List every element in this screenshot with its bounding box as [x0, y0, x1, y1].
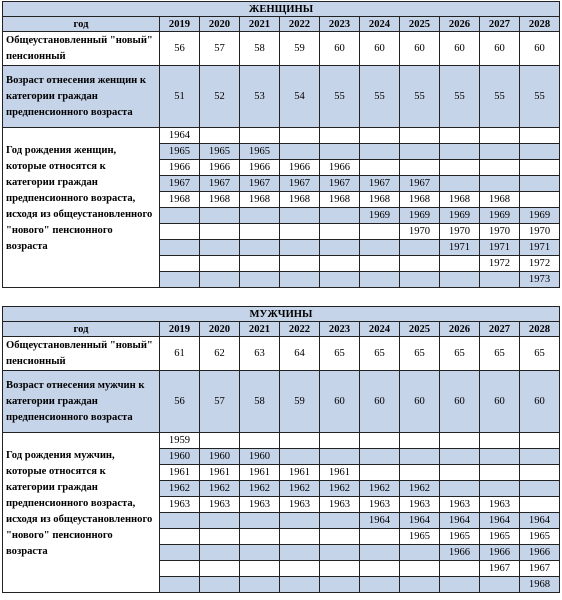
year-header-cell: 2026	[440, 17, 480, 32]
birth-year-cell: 1964	[480, 513, 520, 529]
birth-year-cell: 1968	[400, 192, 440, 208]
year-header-cell: 2022	[280, 322, 320, 337]
birth-year-cell: 1966	[320, 160, 360, 176]
birth-years-label: Год рождения женщин, которые относятся к категории граждан предпенсионного возраста, исходя из общеустановленного "нового" пенсионного возраста	[3, 128, 160, 288]
new-pension-age-value: 60	[400, 32, 440, 66]
birth-year-cell	[440, 481, 480, 497]
year-header-cell: 2020	[200, 17, 240, 32]
birth-year-cell	[360, 272, 400, 288]
birth-year-cell	[160, 256, 200, 272]
prepension-age-value: 60	[480, 371, 520, 433]
birth-year-cell: 1962	[200, 481, 240, 497]
birth-year-cell	[200, 208, 240, 224]
birth-year-cell	[400, 240, 440, 256]
birth-year-cell: 1972	[480, 256, 520, 272]
birth-year-cell: 1964	[160, 128, 200, 144]
year-header-cell: 2021	[240, 322, 280, 337]
prepension-age-value: 53	[240, 66, 280, 128]
birth-year-cell	[280, 433, 320, 449]
prepension-age-value: 55	[400, 66, 440, 128]
year-header-cell: 2025	[400, 17, 440, 32]
birth-year-cell: 1968	[480, 192, 520, 208]
year-header-label: год	[3, 322, 160, 337]
birth-year-cell: 1969	[400, 208, 440, 224]
prepension-age-value: 57	[200, 371, 240, 433]
birth-year-cell: 1971	[520, 240, 560, 256]
prepension-age-value: 55	[360, 66, 400, 128]
year-header-cell: 2019	[160, 17, 200, 32]
birth-year-cell	[320, 256, 360, 272]
birth-year-cell	[240, 513, 280, 529]
birth-year-cell	[160, 224, 200, 240]
birth-year-cell: 1962	[160, 481, 200, 497]
new-pension-age-value: 58	[240, 32, 280, 66]
birth-year-cell: 1964	[360, 513, 400, 529]
new-pension-age-row	[3, 32, 560, 66]
birth-year-cell	[440, 449, 480, 465]
year-header-cell: 2021	[240, 17, 280, 32]
birth-year-cell	[400, 144, 440, 160]
birth-year-cell: 1971	[440, 240, 480, 256]
birth-year-cell	[280, 561, 320, 577]
birth-year-cell: 1970	[440, 224, 480, 240]
birth-year-cell: 1964	[520, 513, 560, 529]
birth-year-cell	[360, 545, 400, 561]
women-section-title: ЖЕНЩИНЫ	[3, 2, 560, 17]
birth-year-cell	[240, 224, 280, 240]
prepension-age-value: 55	[320, 66, 360, 128]
birth-year-cell	[280, 144, 320, 160]
birth-year-cell	[200, 561, 240, 577]
birth-year-cell: 1973	[520, 272, 560, 288]
birth-year-cell	[280, 577, 320, 593]
birth-year-cell: 1963	[400, 497, 440, 513]
birth-year-cell	[480, 272, 520, 288]
prepension-age-value: 58	[240, 371, 280, 433]
year-header-cell: 2022	[280, 17, 320, 32]
birth-year-cell	[160, 577, 200, 593]
men-section-title: МУЖЧИНЫ	[3, 307, 560, 322]
birth-year-cell: 1965	[480, 529, 520, 545]
birth-year-cell	[240, 208, 280, 224]
birth-year-cell	[280, 256, 320, 272]
birth-year-cell	[360, 128, 400, 144]
birth-year-cell	[400, 128, 440, 144]
birth-year-cell	[360, 449, 400, 465]
birth-year-cell	[440, 272, 480, 288]
birth-year-cell	[280, 513, 320, 529]
birth-year-cell: 1972	[520, 256, 560, 272]
birth-year-cell	[360, 160, 400, 176]
birth-year-cell	[240, 545, 280, 561]
birth-year-cell	[240, 433, 280, 449]
new-pension-age-value: 60	[360, 32, 400, 66]
birth-year-cell	[280, 449, 320, 465]
birth-year-cell: 1960	[160, 449, 200, 465]
birth-year-cell	[200, 272, 240, 288]
new-pension-age-row	[3, 337, 560, 371]
prepension-age-value: 59	[280, 371, 320, 433]
prepension-age-label: Возраст отнесения женщин к категории граждан предпенсионного возраста	[3, 66, 160, 128]
birth-year-cell: 1963	[160, 497, 200, 513]
birth-year-cell	[520, 465, 560, 481]
year-header-cell: 2024	[360, 17, 400, 32]
year-header-cell: 2028	[520, 322, 560, 337]
birth-year-cell: 1961	[200, 465, 240, 481]
birth-year-cell: 1960	[240, 449, 280, 465]
birth-year-cell: 1968	[280, 192, 320, 208]
year-header-label: год	[3, 17, 160, 32]
birth-year-cell	[200, 128, 240, 144]
birth-year-cell: 1962	[280, 481, 320, 497]
birth-year-cell	[440, 256, 480, 272]
birth-year-cell	[520, 144, 560, 160]
new-pension-age-value: 61	[160, 337, 200, 371]
birth-year-cell	[160, 272, 200, 288]
prepension-age-value: 60	[440, 371, 480, 433]
birth-year-cell	[280, 224, 320, 240]
birth-year-cell	[160, 545, 200, 561]
prepension-age-value: 55	[520, 66, 560, 128]
birth-year-cell: 1961	[240, 465, 280, 481]
section-gap	[0, 295, 562, 306]
birth-year-cell	[480, 449, 520, 465]
birth-year-cell	[520, 192, 560, 208]
birth-year-cell	[520, 176, 560, 192]
new-pension-age-label: Общеустановленный "новый" пенсионный	[3, 32, 160, 66]
birth-year-cell: 1971	[480, 240, 520, 256]
new-pension-age-value: 60	[480, 32, 520, 66]
birth-year-cell: 1963	[480, 497, 520, 513]
birth-year-cell	[200, 577, 240, 593]
prepension-age-row	[3, 371, 560, 433]
birth-year-cell: 1969	[360, 208, 400, 224]
birth-year-cell	[480, 144, 520, 160]
birth-year-cell	[360, 465, 400, 481]
birth-year-cell: 1967	[320, 176, 360, 192]
birth-year-cell: 1968	[440, 192, 480, 208]
year-header-cell: 2026	[440, 322, 480, 337]
birth-year-cell: 1966	[280, 160, 320, 176]
new-pension-age-value: 64	[280, 337, 320, 371]
birth-year-cell	[200, 224, 240, 240]
birth-year-cell	[400, 545, 440, 561]
birth-year-cell: 1963	[360, 497, 400, 513]
birth-year-cell	[480, 128, 520, 144]
year-header-cell: 2019	[160, 322, 200, 337]
birth-year-cell	[520, 497, 560, 513]
birth-year-cell: 1962	[240, 481, 280, 497]
birth-year-cell	[280, 128, 320, 144]
birth-year-cell	[440, 176, 480, 192]
birth-year-cell	[320, 561, 360, 577]
birth-year-cell	[160, 513, 200, 529]
birth-year-cell	[400, 465, 440, 481]
birth-year-cell	[240, 256, 280, 272]
birth-year-cell: 1970	[480, 224, 520, 240]
prepension-age-value: 56	[160, 371, 200, 433]
birth-year-cell: 1966	[160, 160, 200, 176]
new-pension-age-value: 65	[400, 337, 440, 371]
birth-year-cell	[440, 433, 480, 449]
year-header-row	[3, 17, 560, 32]
birth-year-cell	[320, 449, 360, 465]
birth-year-cell: 1964	[440, 513, 480, 529]
birth-year-cell: 1965	[160, 144, 200, 160]
birth-year-cell	[360, 529, 400, 545]
birth-year-cell	[440, 465, 480, 481]
new-pension-age-value: 65	[440, 337, 480, 371]
birth-year-cell	[200, 256, 240, 272]
birth-year-cell	[160, 208, 200, 224]
section-title-row	[3, 2, 560, 17]
birth-year-cell: 1969	[480, 208, 520, 224]
birth-year-cell: 1961	[280, 465, 320, 481]
birth-year-cell: 1970	[520, 224, 560, 240]
birth-year-cell	[200, 513, 240, 529]
birth-year-cell	[360, 144, 400, 160]
birth-year-cell	[280, 208, 320, 224]
birth-year-cell	[280, 529, 320, 545]
birth-year-cell	[320, 545, 360, 561]
birth-year-cell	[320, 224, 360, 240]
birth-year-cell	[480, 433, 520, 449]
birth-year-cell	[240, 240, 280, 256]
year-header-cell: 2028	[520, 17, 560, 32]
birth-year-cell: 1961	[320, 465, 360, 481]
birth-year-cell	[160, 529, 200, 545]
year-header-cell: 2023	[320, 322, 360, 337]
birth-year-cell	[400, 449, 440, 465]
new-pension-age-value: 65	[520, 337, 560, 371]
section-title-row	[3, 307, 560, 322]
birth-year-cell: 1969	[520, 208, 560, 224]
birth-year-cell: 1967	[360, 176, 400, 192]
birth-year-cell	[440, 128, 480, 144]
year-header-cell: 2020	[200, 322, 240, 337]
birth-year-cell	[480, 176, 520, 192]
birth-year-cell: 1967	[280, 176, 320, 192]
birth-year-cell: 1963	[280, 497, 320, 513]
birth-year-cell: 1965	[520, 529, 560, 545]
birth-year-cell	[320, 513, 360, 529]
new-pension-age-label: Общеустановленный "новый" пенсионный	[3, 337, 160, 371]
birth-year-cell	[360, 240, 400, 256]
birth-year-cell	[360, 561, 400, 577]
birth-year-cell	[240, 529, 280, 545]
birth-year-cell	[200, 529, 240, 545]
birth-year-cell: 1969	[440, 208, 480, 224]
birth-year-cell: 1968	[240, 192, 280, 208]
birth-year-cell	[200, 240, 240, 256]
birth-year-cell	[520, 433, 560, 449]
birth-year-cell	[440, 561, 480, 577]
birth-year-cell: 1967	[520, 561, 560, 577]
new-pension-age-value: 57	[200, 32, 240, 66]
birth-year-cell	[400, 561, 440, 577]
birth-year-cell	[480, 160, 520, 176]
prepension-age-value: 60	[360, 371, 400, 433]
year-header-row	[3, 322, 560, 337]
birth-year-cell	[320, 240, 360, 256]
new-pension-age-value: 63	[240, 337, 280, 371]
new-pension-age-value: 59	[280, 32, 320, 66]
year-header-cell: 2027	[480, 17, 520, 32]
birth-year-cell	[320, 529, 360, 545]
birth-year-cell: 1967	[200, 176, 240, 192]
birth-year-cell	[320, 128, 360, 144]
birth-year-cell: 1962	[320, 481, 360, 497]
birth-year-cell: 1966	[440, 545, 480, 561]
birth-year-cell	[360, 433, 400, 449]
birth-year-cell	[400, 272, 440, 288]
new-pension-age-value: 65	[360, 337, 400, 371]
birth-year-cell	[400, 433, 440, 449]
birth-year-cell: 1963	[200, 497, 240, 513]
birth-year-cell	[320, 577, 360, 593]
prepension-age-value: 55	[480, 66, 520, 128]
birth-year-cell: 1966	[240, 160, 280, 176]
birth-year-cell	[520, 128, 560, 144]
birth-years-label: Год рождения мужчин, которые относятся к категории граждан предпенсионного возраста, исходя из общеустановленного "нового" пенсионного возраста	[3, 433, 160, 593]
birth-year-cell	[280, 545, 320, 561]
birth-year-cell	[520, 449, 560, 465]
prepension-age-value: 55	[440, 66, 480, 128]
birth-year-cell	[240, 272, 280, 288]
birth-year-cell: 1970	[400, 224, 440, 240]
women-table	[2, 1, 560, 288]
birth-year-cell	[400, 577, 440, 593]
prepension-age-value: 60	[520, 371, 560, 433]
birth-year-cell: 1962	[360, 481, 400, 497]
birth-year-cell	[240, 577, 280, 593]
new-pension-age-value: 60	[320, 32, 360, 66]
new-pension-age-value: 60	[440, 32, 480, 66]
birth-year-cell: 1967	[160, 176, 200, 192]
birth-year-cell: 1961	[160, 465, 200, 481]
birth-year-cell	[280, 272, 320, 288]
birth-year-cell: 1968	[360, 192, 400, 208]
birth-year-cell	[360, 256, 400, 272]
birth-year-cell: 1962	[400, 481, 440, 497]
new-pension-age-value: 56	[160, 32, 200, 66]
birth-year-cell	[520, 160, 560, 176]
birth-year-cell	[280, 240, 320, 256]
birth-year-cell	[400, 256, 440, 272]
prepension-age-label: Возраст отнесения мужчин к категории граждан предпенсионного возраста	[3, 371, 160, 433]
birth-year-cell: 1959	[160, 433, 200, 449]
new-pension-age-value: 65	[320, 337, 360, 371]
birth-year-cell	[200, 433, 240, 449]
birth-year-cell	[440, 144, 480, 160]
birth-year-cell: 1963	[240, 497, 280, 513]
birth-year-cell: 1966	[520, 545, 560, 561]
birth-year-cell	[520, 481, 560, 497]
prepension-age-value: 60	[320, 371, 360, 433]
birth-year-cell	[480, 577, 520, 593]
year-header-cell: 2024	[360, 322, 400, 337]
prepension-age-value: 60	[400, 371, 440, 433]
birth-year-cell	[200, 545, 240, 561]
birth-year-cell	[240, 128, 280, 144]
prepension-age-value: 51	[160, 66, 200, 128]
birth-year-cell	[320, 433, 360, 449]
new-pension-age-value: 62	[200, 337, 240, 371]
birth-year-cell	[480, 465, 520, 481]
birth-year-cell: 1966	[480, 545, 520, 561]
birth-year-cell: 1965	[200, 144, 240, 160]
birth-year-row	[3, 433, 560, 449]
birth-year-row	[3, 128, 560, 144]
birth-year-cell	[400, 160, 440, 176]
birth-year-cell: 1965	[400, 529, 440, 545]
prepension-age-value: 54	[280, 66, 320, 128]
prepension-age-value: 52	[200, 66, 240, 128]
birth-year-cell: 1968	[160, 192, 200, 208]
birth-year-cell	[160, 561, 200, 577]
prepension-age-row	[3, 66, 560, 128]
year-header-cell: 2025	[400, 322, 440, 337]
birth-year-cell: 1967	[480, 561, 520, 577]
birth-year-cell	[480, 481, 520, 497]
birth-year-cell	[440, 160, 480, 176]
new-pension-age-value: 65	[480, 337, 520, 371]
birth-year-cell: 1968	[320, 192, 360, 208]
birth-year-cell	[160, 240, 200, 256]
birth-year-cell: 1964	[400, 513, 440, 529]
birth-year-cell: 1963	[440, 497, 480, 513]
birth-year-cell: 1968	[520, 577, 560, 593]
birth-year-cell	[360, 577, 400, 593]
year-header-cell: 2023	[320, 17, 360, 32]
birth-year-cell: 1968	[200, 192, 240, 208]
year-header-cell: 2027	[480, 322, 520, 337]
birth-year-cell: 1963	[320, 497, 360, 513]
birth-year-cell	[320, 208, 360, 224]
birth-year-cell: 1965	[240, 144, 280, 160]
birth-year-cell: 1965	[440, 529, 480, 545]
birth-year-cell	[240, 561, 280, 577]
men-table	[2, 306, 560, 593]
birth-year-cell: 1967	[400, 176, 440, 192]
birth-year-cell: 1967	[240, 176, 280, 192]
birth-year-cell	[360, 224, 400, 240]
birth-year-cell: 1960	[200, 449, 240, 465]
birth-year-cell	[440, 577, 480, 593]
birth-year-cell: 1966	[200, 160, 240, 176]
birth-year-cell	[320, 144, 360, 160]
birth-year-cell	[320, 272, 360, 288]
new-pension-age-value: 60	[520, 32, 560, 66]
